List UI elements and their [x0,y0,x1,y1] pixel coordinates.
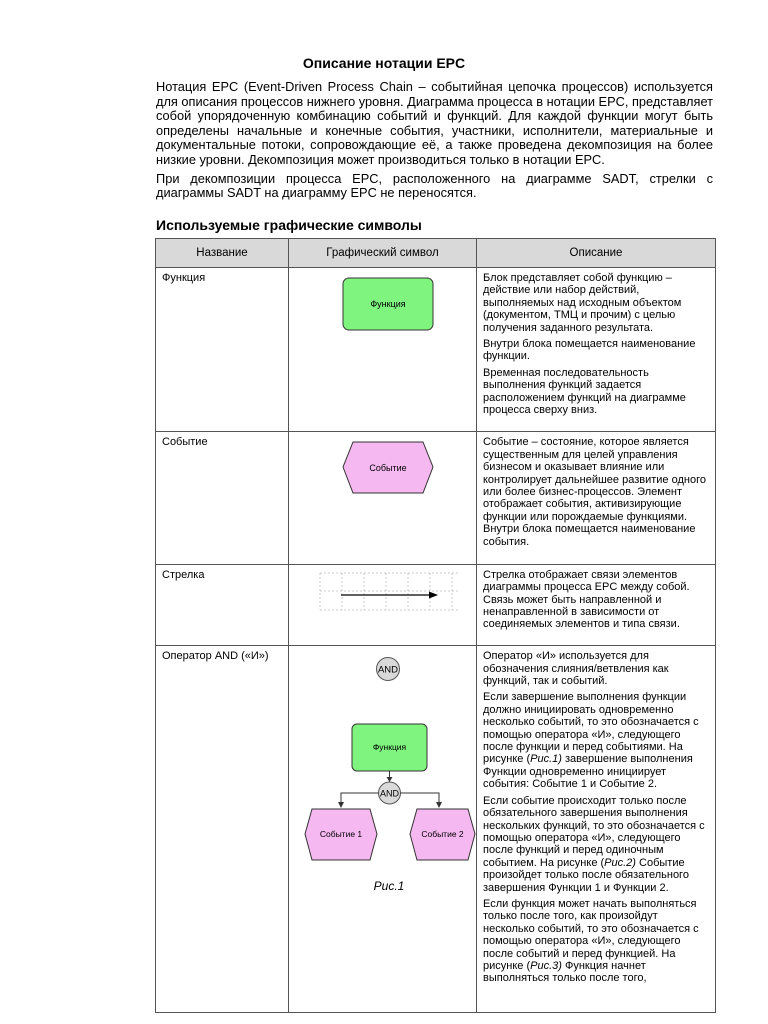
header-symbol: Графический символ [289,239,477,268]
table-row [156,564,716,645]
and-operator-label: AND [379,788,400,799]
section-title: Используемые графические символы [156,217,422,233]
event-label: Событие [369,463,407,474]
row-name: Оператор AND («И») [156,646,289,1012]
table-header-row [156,239,716,268]
event-2-label: Событие 2 [421,829,464,840]
event-symbol-cell [289,432,477,564]
figure-caption: Рис.1 [373,879,405,894]
figure-reference: Рис.1) [530,753,562,766]
function-label: Функция [370,299,406,309]
and-symbol-cell [289,646,477,1012]
symbols-table [155,238,716,1013]
arrow-symbol [295,569,483,639]
row-name: Событие [156,432,289,564]
event-1-label: Событие 1 [319,829,363,840]
row-description: Событие – состояние, которое является существенным для целей управления бизнесом и оказывает влияние или контролирует дальнейшее развитие одного или более бизнес-процессов. Элемент отображает события, активизирующие функции или порождаемые функциями. Внутри блока помещается наименование события. [477,432,716,564]
row-name: Стрелка [156,564,289,645]
header-name: Название [156,239,289,268]
function-symbol [295,272,483,425]
function-label: Функция [372,742,407,753]
row-description: Оператор «И» используется для обозначения слияния/ветвления как функций, так и событий. Если завершение выполнения функции должно инициировать одновременно несколько событий, то это обозначается с помощью оператора «И», следующего после функции и перед событиями. На рисунке (Рис.1) завершение выполнения Функции одновременно инициирует события: Событие 1 и Событие 2. Если событие происходит только после обязательного завершения выполнения нескольких функций, то это обозначается с помощью оператора «И», следующего после функций и перед одиночным событием. На рисунке (Рис.2) Событие произойдет только после обязательного завершения Функции 1 и Функции 2. Если функция может начать выполняться только после того, как произойдут несколько событий, то это обозначается с помощью оператора «И», следующего после событий и перед функцией. На рисунке (Рис.3) Функция начнет выполняться только после того, [477,646,716,1012]
intro-text [156,80,713,205]
table-row [156,432,716,564]
branch-right-arrowhead [436,802,442,808]
row-description: Стрелка отображает связи элементов диаграммы процесса EPC между собой. Связь может быть направленной и ненаправленной в зависимости от соединяемых элементов и типа связи. [477,564,716,645]
branch-left-arrowhead [338,802,344,808]
table-row [156,646,716,1012]
intro-paragraph-1: Нотация EPC (Event-Driven Process Chain – событийная цепочка процессов) используется для описания процессов нижнего уровня. Диаграмма процесса в нотации EPC, представляет собой упорядоченную комбинацию событий и функций. Для каждой функции могут быть определены начальные и конечные события, участники, исполнители, материальные и документальные потоки, сопровождающие её, а также проведена декомпозиция на более низкие уровни. Декомпозиция может производиться только в нотации EPC. [156,79,713,167]
and-operator-figure [295,650,483,1005]
grid-lines [320,573,458,610]
table-row [156,268,716,432]
and-operator-label: AND [377,664,399,676]
arrow-symbol-cell [289,564,477,645]
function-symbol-cell [289,268,477,432]
figure-reference: Рис.3) [530,959,562,972]
figure-reference: Рис.2) [604,856,636,869]
connector-arrowhead [387,777,393,782]
arrow-head [429,591,438,598]
document-title: Описание нотации EPC [302,55,466,71]
row-description: Блок представляет собой функцию – действие или набор действий, выполняемых над исходным объектом (документом, ТМЦ и прочим) с целью получения заданного результата. Внутри блока помещается наименование функции. Временная последовательность выполнения функций задается расположением функций на диаграмме процесса сверху вниз. [477,268,716,432]
intro-paragraph-2: При декомпозиции процесса EPC, расположенного на диаграмме SADT, стрелки с диаграммы SADT на диаграмму EPC не переносятся. [156,170,713,201]
branch-right [401,793,440,804]
branch-left [341,793,379,804]
event-symbol [295,436,483,557]
header-description: Описание [477,239,716,268]
row-name: Функция [156,268,289,432]
